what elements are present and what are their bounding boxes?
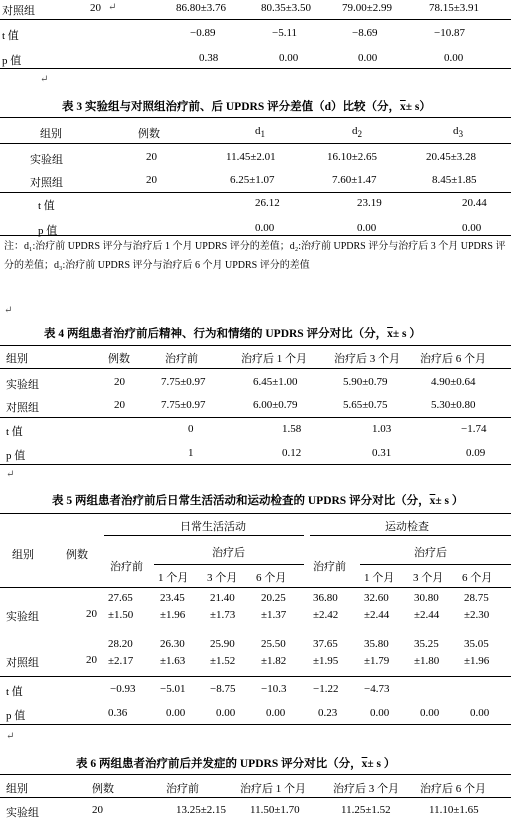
column-header: $d_1$: [255, 125, 266, 140]
rule: [0, 192, 511, 193]
cell: 5.90±0.79: [343, 376, 388, 388]
paragraph-mark: ↵: [40, 74, 49, 85]
column-header: 组别: [6, 353, 28, 365]
cell: 对照组: [6, 657, 39, 669]
cell: 21.40: [210, 592, 235, 604]
column-header: 治疗后 6 个月: [420, 353, 486, 365]
cell: 20: [146, 151, 157, 163]
cell: 78.15±3.91: [429, 2, 480, 14]
cell: 11.25±1.52: [341, 804, 391, 816]
rule: [0, 513, 511, 514]
cell: 20.44: [462, 197, 487, 209]
cell: 0.00: [266, 707, 286, 719]
cell: −0.93: [110, 683, 136, 695]
table-title: 表 6 两组患者治疗前后并发症的 UPDRS 评分对比（分，$\overline{x}\pm s$ ）: [76, 758, 396, 770]
cell: ±2.44: [414, 609, 440, 621]
cell: −0.89: [190, 27, 216, 39]
cell: ±2.30: [464, 609, 490, 621]
cell: 11.45±2.01: [226, 151, 276, 163]
cell: 对照组: [6, 402, 39, 414]
cell: 20: [114, 399, 125, 411]
cell: 26.30: [160, 638, 185, 650]
cell: 0: [188, 423, 194, 435]
cell: 0.00: [357, 222, 377, 234]
cell: ±2.17: [108, 655, 134, 667]
rule: [0, 464, 511, 465]
cell: 20: [146, 174, 157, 186]
cell: 0.00: [358, 52, 378, 64]
cell: 4.90±0.64: [431, 376, 476, 388]
cell: −5.01: [160, 683, 186, 695]
cell: 0.31: [372, 447, 392, 459]
cell: 28.20: [108, 638, 133, 650]
cell: ±1.95: [313, 655, 339, 667]
cell: 1.58: [282, 423, 302, 435]
cell: t 值: [6, 686, 23, 698]
cell: 实验组: [30, 154, 63, 166]
rule: [154, 564, 304, 565]
cell: 20: [92, 804, 103, 816]
paragraph-mark: ↵: [4, 305, 13, 316]
rule: [0, 797, 511, 798]
table-title: 表 3 实验组与对照组治疗前、后 UPDRS 评分差值（d）比较（分，$\overline{x}\pm s$）: [62, 101, 431, 113]
cell: −4.73: [364, 683, 390, 695]
column-header: 6 个月: [256, 572, 287, 584]
column-header: 例数: [66, 549, 88, 561]
cell: 23.45: [160, 592, 185, 604]
column-header: 例数: [108, 353, 130, 365]
cell: 5.30±0.80: [431, 399, 476, 411]
cell: 26.12: [255, 197, 280, 209]
cell: t 值: [38, 200, 55, 212]
cell: 1.03: [372, 423, 392, 435]
column-header: 治疗后 3 个月: [333, 783, 399, 795]
cell: 20: [86, 654, 97, 666]
cell: −8.69: [352, 27, 378, 39]
cell: 0.00: [255, 222, 275, 234]
cell: 35.80: [364, 638, 389, 650]
cell: 23.19: [357, 197, 382, 209]
cell: 实验组: [6, 807, 39, 819]
cell: 28.75: [464, 592, 489, 604]
cell: 0.23: [318, 707, 338, 719]
column-header: 组别: [6, 783, 28, 795]
rule: [0, 417, 511, 418]
cell: 0.00: [166, 707, 186, 719]
cell: 6.00±0.79: [253, 399, 298, 411]
cell: 5.65±0.75: [343, 399, 388, 411]
cell: 20: [90, 2, 101, 14]
cell: 对照组: [2, 5, 35, 17]
cell: 30.80: [414, 592, 439, 604]
cell: p 值: [2, 55, 22, 67]
cell: 25.90: [210, 638, 235, 650]
paragraph-mark: ↵: [108, 2, 117, 13]
cell: 80.35±3.50: [261, 2, 312, 14]
cell: ±1.96: [464, 655, 490, 667]
cell: 0.36: [108, 707, 128, 719]
cell: 32.60: [364, 592, 389, 604]
cell: 0.12: [282, 447, 302, 459]
cell: 6.25±1.07: [230, 174, 275, 186]
column-header: 治疗后 1 个月: [240, 783, 306, 795]
cell: 7.60±1.47: [332, 174, 377, 186]
rule: [104, 535, 304, 536]
cell: 35.25: [414, 638, 439, 650]
cell: 7.75±0.97: [161, 399, 206, 411]
cell: 0.00: [370, 707, 390, 719]
cell: ±1.73: [210, 609, 236, 621]
cell: −1.22: [313, 683, 339, 695]
table-title: 表 4 两组患者治疗前后精神、行为和情绪的 UPDRS 评分对比（分，$\overline{x}\pm s$ ）: [44, 328, 421, 340]
column-header: 治疗前: [110, 561, 143, 573]
cell: ±2.44: [364, 609, 390, 621]
cell: 16.10±2.65: [327, 151, 378, 163]
rule: [0, 345, 511, 346]
cell: 0.00: [216, 707, 236, 719]
cell: t 值: [6, 426, 23, 438]
cell: ±2.42: [313, 609, 339, 621]
column-header: 治疗后 3 个月: [334, 353, 400, 365]
cell: ±1.96: [160, 609, 186, 621]
cell: 36.80: [313, 592, 338, 604]
cell: 20.25: [261, 592, 286, 604]
cell: 对照组: [30, 177, 63, 189]
rule: [360, 564, 511, 565]
rule: [0, 235, 511, 236]
cell: 20: [114, 376, 125, 388]
group-header-motor: 运动检查: [385, 521, 429, 533]
cell: 6.45±1.00: [253, 376, 298, 388]
table-title: 表 5 两组患者治疗前后日常生活活动和运动检查的 UPDRS 评分对比（分，$\overline{x}\pm s$ ）: [52, 495, 464, 507]
cell: 7.75±0.97: [161, 376, 206, 388]
cell: 79.00±2.99: [342, 2, 393, 14]
cell: ±1.82: [261, 655, 287, 667]
cell: −5.11: [272, 27, 298, 39]
cell: ±1.52: [210, 655, 236, 667]
cell: −8.75: [210, 683, 236, 695]
cell: −10.3: [261, 683, 287, 695]
column-header: $d_2$: [352, 125, 363, 140]
cell: 0.38: [199, 52, 219, 64]
cell: 0.00: [462, 222, 482, 234]
column-header: $d_3$: [453, 125, 464, 140]
cell: 0.09: [466, 447, 486, 459]
rule: [0, 587, 511, 588]
paragraph-mark: ↵: [6, 731, 15, 742]
cell: 25.50: [261, 638, 286, 650]
cell: 实验组: [6, 379, 39, 391]
rule: [0, 724, 511, 725]
cell: 0.00: [279, 52, 299, 64]
rule: [0, 19, 511, 20]
column-header: 治疗后 6 个月: [420, 783, 486, 795]
column-header: 例数: [92, 783, 114, 795]
cell: 8.45±1.85: [432, 174, 477, 186]
column-header: 1 个月: [158, 572, 189, 584]
cell: 0.00: [420, 707, 440, 719]
cell: 37.65: [313, 638, 338, 650]
paragraph-mark: ↵: [6, 469, 15, 480]
column-header: 组别: [40, 128, 62, 140]
cell: 20.45±3.28: [426, 151, 477, 163]
cell: ±1.50: [108, 609, 134, 621]
column-header: 治疗后: [212, 547, 245, 559]
cell: 0.00: [470, 707, 490, 719]
cell: p 值: [6, 450, 26, 462]
cell: 20: [86, 608, 97, 620]
cell: ±1.79: [364, 655, 390, 667]
cell: −1.74: [461, 423, 487, 435]
column-header: 治疗前: [313, 561, 346, 573]
rule: [0, 676, 511, 677]
cell: −10.87: [434, 27, 465, 39]
table-note: 注：d₁:治疗前 UPDRS 评分与治疗后 1 个月 UPDRS 评分的差值；d₂:治疗前 UPDRS 评分与治疗后 3 个月 UPDRS 评分的差值；d₃:治疗前 UPDRS 评分与治疗后 6 个月 UPDRS 评分的差值: [4, 241, 506, 271]
column-header: 组别: [12, 549, 34, 561]
cell: 35.05: [464, 638, 489, 650]
rule: [0, 143, 511, 144]
column-header: 治疗前: [165, 353, 198, 365]
cell: 0.00: [444, 52, 464, 64]
rule: [0, 68, 511, 69]
cell: 11.50±1.70: [250, 804, 300, 816]
rule: [0, 117, 511, 118]
cell: ±1.80: [414, 655, 440, 667]
cell: 27.65: [108, 592, 133, 604]
column-header: 治疗后: [414, 547, 447, 559]
column-header: 6 个月: [462, 572, 493, 584]
cell: ±1.63: [160, 655, 186, 667]
column-header: 1 个月: [364, 572, 395, 584]
cell: p 值: [6, 710, 26, 722]
cell: 86.80±3.76: [176, 2, 227, 14]
column-header: 3 个月: [207, 572, 238, 584]
rule: [0, 368, 511, 369]
column-header: 例数: [138, 128, 160, 140]
cell: 13.25±2.15: [176, 804, 227, 816]
cell: ±1.37: [261, 609, 287, 621]
cell: 11.10±1.65: [429, 804, 479, 816]
cell: p 值: [38, 225, 58, 237]
column-header: 治疗前: [166, 783, 199, 795]
column-header: 3 个月: [413, 572, 444, 584]
rule: [310, 535, 511, 536]
rule: [0, 774, 511, 775]
cell: 实验组: [6, 611, 39, 623]
cell: 1: [188, 447, 194, 459]
group-header-daily: 日常生活活动: [180, 521, 246, 533]
cell: t 值: [2, 30, 19, 42]
column-header: 治疗后 1 个月: [241, 353, 307, 365]
